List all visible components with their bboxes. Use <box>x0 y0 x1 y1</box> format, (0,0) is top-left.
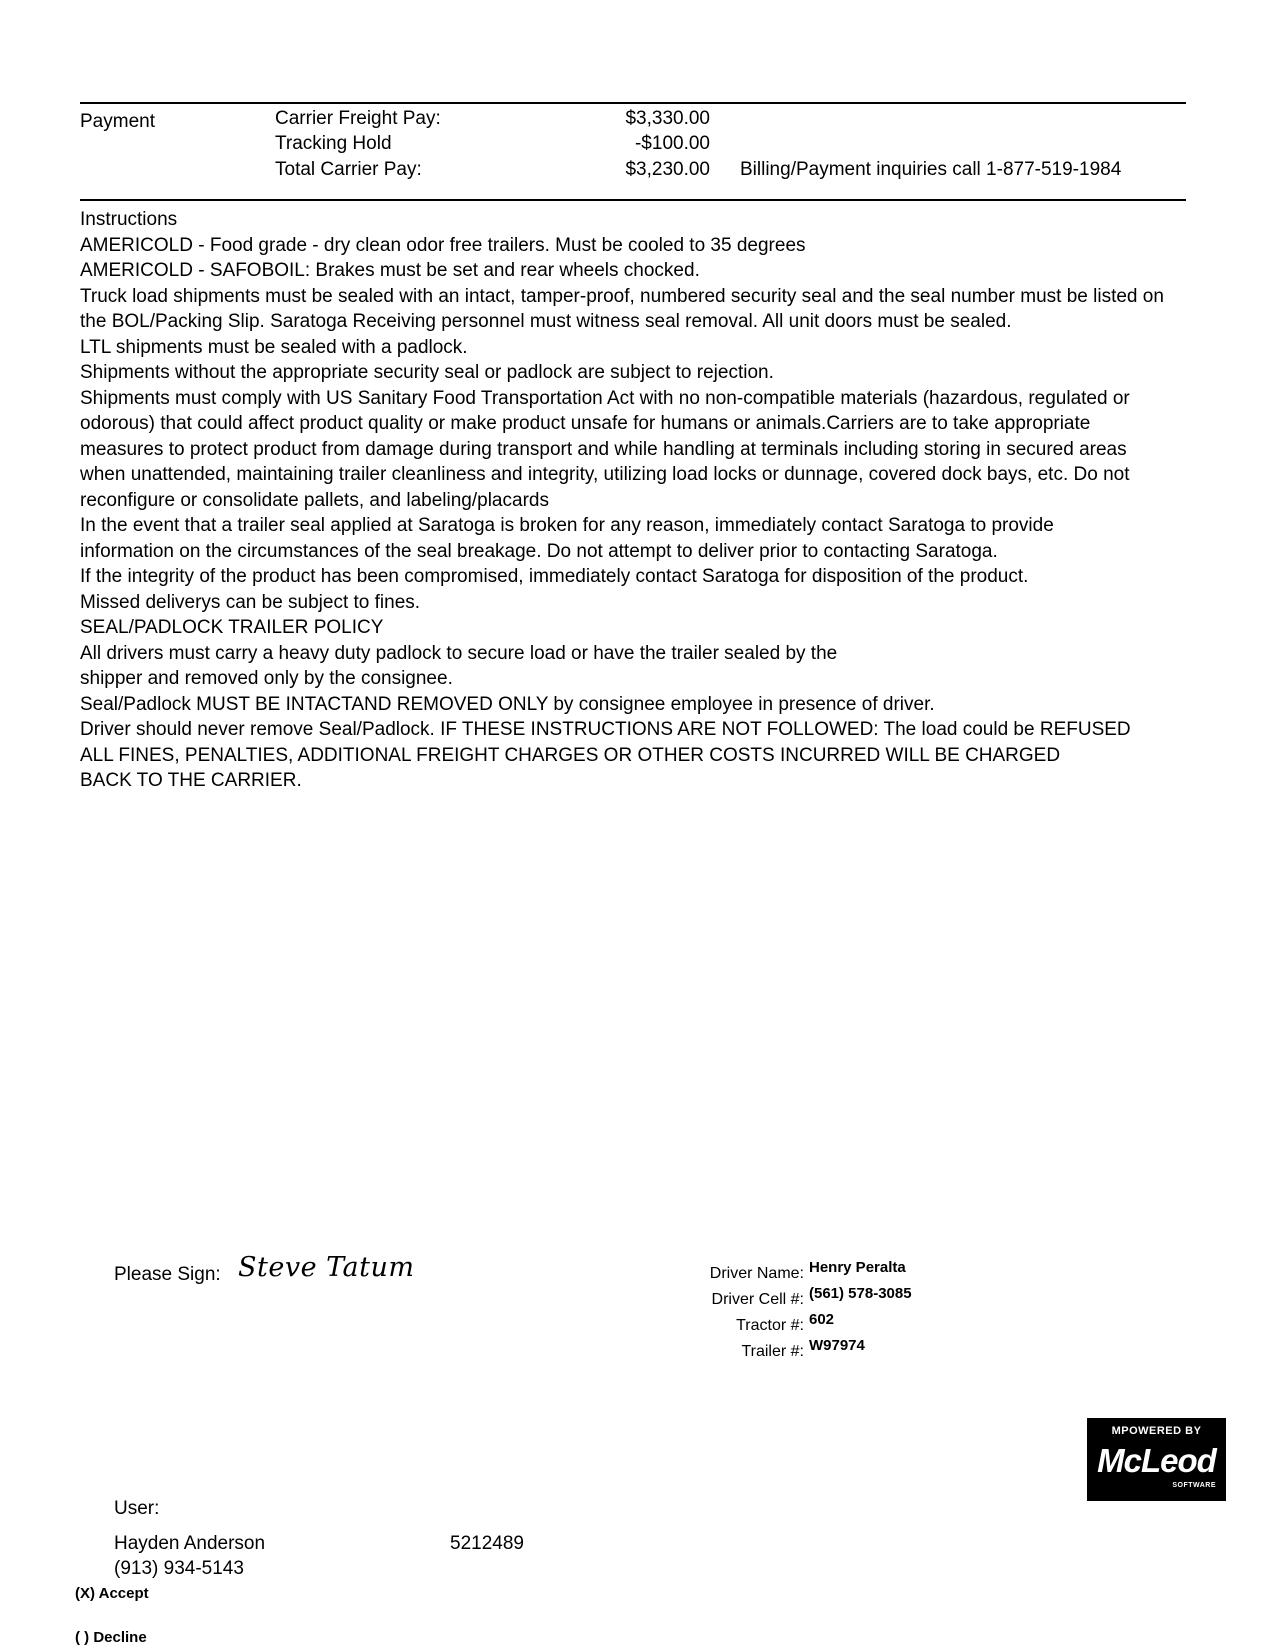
mcleod-logo <box>1087 1418 1226 1501</box>
instruction-line: In the event that a trailer seal applied at Saratoga is broken for any reason, immediately contact Saratoga to provide information on the circumstances of the seal breakage. Do not attempt to deliver prior to contacting Saratoga. <box>80 515 1054 562</box>
logo-top-text: MPOWERED BY <box>1111 1425 1202 1437</box>
tractor-label: Tractor #: <box>736 1317 804 1334</box>
instruction-line: ALL FINES, PENALTIES, ADDITIONAL FREIGHT CHARGES OR OTHER COSTS INCURRED WILL BE CHARGED BACK TO THE CARRIER. <box>80 744 1061 791</box>
instruction-line: shipper and removed only by the consignee. <box>80 668 453 689</box>
trailer-label: Trailer #: <box>741 1343 804 1360</box>
instructions-block <box>80 207 1200 794</box>
instruction-line: AMERICOLD - Food grade - dry clean odor free trailers. Must be cooled to 35 degrees <box>80 234 806 256</box>
user-name: Hayden Anderson <box>114 1533 266 1554</box>
logo-brand-text: McLeod <box>1097 1442 1216 1479</box>
instruction-line: Shipments without the appropriate security seal or padlock are subject to rejection. <box>80 362 774 383</box>
instruction-line: Driver should never remove Seal/Padlock. IF THESE INSTRUCTIONS ARE NOT FOLLOWED: The load could be REFUSED <box>80 719 1131 740</box>
instruction-line: If the integrity of the product has been compromised, immediately contact Saratoga for disposition of the product. <box>80 566 1029 587</box>
top-rule <box>80 102 1186 104</box>
billing-inquiry-text: Billing/Payment inquiries call 1-877-519-1984 <box>740 159 1122 180</box>
decline-option[interactable]: ( ) Decline <box>75 1629 147 1646</box>
driver-cell-value: (561) 578-3085 <box>809 1285 912 1302</box>
instruction-line: LTL shipments must be sealed with a padlock. <box>80 336 468 358</box>
accept-option[interactable]: (X) Accept <box>75 1585 149 1602</box>
tractor-value: 602 <box>809 1311 835 1328</box>
carrier-freight-pay-amount: $3,330.00 <box>625 108 710 129</box>
instructions-heading: Instructions <box>80 209 178 230</box>
driver-cell-label: Driver Cell #: <box>711 1291 804 1308</box>
total-carrier-pay-amount: $3,230.00 <box>625 159 710 180</box>
instruction-line: Seal/Padlock MUST BE INTACTAND REMOVED ONLY by consignee employee in presence of driver. <box>80 693 935 715</box>
instruction-line: Truck load shipments must be sealed with an intact, tamper-proof, numbered security seal and the seal number must be listed on the BOL/Packing Slip. Saratoga Receiving personnel must witness seal removal. All unit doors must be sealed. <box>80 285 1164 332</box>
instruction-line: SEAL/PADLOCK TRAILER POLICY <box>80 617 384 638</box>
trailer-value: W97974 <box>809 1337 865 1354</box>
user-id: 5212489 <box>450 1533 524 1554</box>
total-carrier-pay-label: Total Carrier Pay: <box>275 159 422 180</box>
signature: Steve Tatum <box>238 1252 415 1283</box>
instruction-line: AMERICOLD - SAFOBOIL: Brakes must be set and rear wheels chocked. <box>80 260 700 281</box>
tracking-hold-amount: -$100.00 <box>634 133 710 154</box>
payment-label: Payment <box>80 111 155 132</box>
logo-sub-text: SOFTWARE <box>1172 1482 1216 1489</box>
please-sign-label: Please Sign: <box>114 1264 221 1285</box>
tracking-hold-label: Tracking Hold <box>275 133 392 154</box>
instruction-line: Missed deliverys can be subject to fines. <box>80 591 421 613</box>
driver-name-value: Henry Peralta <box>809 1259 906 1276</box>
user-phone: (913) 934-5143 <box>114 1558 244 1579</box>
user-label: User: <box>114 1498 160 1519</box>
payment-bottom-rule <box>80 199 1186 201</box>
carrier-freight-pay-label: Carrier Freight Pay: <box>275 108 441 129</box>
instruction-line: All drivers must carry a heavy duty padlock to secure load or have the trailer sealed by the <box>80 642 838 664</box>
driver-name-label: Driver Name: <box>709 1265 804 1282</box>
instruction-line: Shipments must comply with US Sanitary Food Transportation Act with no non-compatible materials (hazardous, regulated or odorous) that could affect product quality or make product unsafe for humans or animals.Carriers are to take appropriate measures to protect product from damage during transport and while handling at terminals including storing in secured areas when unattended, maintaining trailer cleanliness and integrity, utilizing load locks or dunnage, covered dock bays, etc. Do not reconfigure or consolidate pallets, and labeling/placards <box>80 387 1130 511</box>
